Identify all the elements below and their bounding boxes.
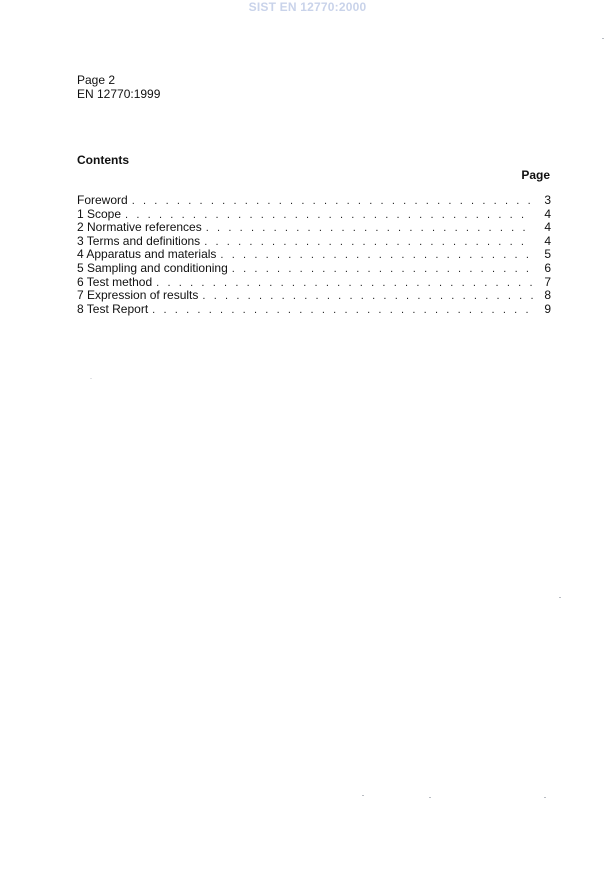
toc-entry-label: 8 Test Report bbox=[77, 301, 149, 316]
contents-heading: Contents bbox=[77, 153, 129, 167]
toc-leader-dots bbox=[204, 236, 533, 250]
toc-entry-label: 6 Test method bbox=[77, 274, 153, 289]
toc-entry-terms-definitions[interactable] bbox=[77, 235, 551, 249]
page-header bbox=[77, 73, 160, 101]
toc-leader-dots bbox=[232, 263, 533, 277]
standard-number: EN 12770:1999 bbox=[77, 87, 161, 101]
toc-entry-test-report[interactable] bbox=[77, 303, 551, 317]
toc-entry-sampling-conditioning[interactable] bbox=[77, 262, 551, 276]
toc-entry-page: 3 bbox=[544, 193, 551, 207]
toc-leader-dots bbox=[206, 222, 533, 236]
toc-entry-foreword[interactable] bbox=[77, 194, 551, 208]
toc-entry-label: 7 Expression of results bbox=[77, 288, 199, 303]
page-number: Page 2 bbox=[77, 73, 116, 87]
toc-leader-dots bbox=[156, 277, 533, 291]
toc-entry-label: 3 Terms and definitions bbox=[77, 233, 201, 248]
page-column-heading: Page bbox=[521, 168, 550, 182]
toc-entry-page: 8 bbox=[544, 288, 551, 303]
toc-leader-dots bbox=[220, 249, 533, 263]
scan-speck bbox=[602, 38, 604, 39]
scan-speck bbox=[90, 378, 92, 379]
toc-entry-label: 1 Scope bbox=[77, 206, 122, 221]
toc-leader-dots bbox=[132, 195, 533, 209]
scan-speck bbox=[362, 795, 364, 796]
toc-entry-label: Foreword bbox=[77, 193, 128, 207]
toc-entry-page: 4 bbox=[544, 206, 551, 221]
toc-leader-dots bbox=[152, 304, 533, 318]
scan-speck bbox=[429, 797, 431, 798]
toc-entry-label: 4 Apparatus and materials bbox=[77, 247, 217, 262]
toc-entry-test-method[interactable] bbox=[77, 276, 551, 290]
toc-entry-normative-references[interactable] bbox=[77, 221, 551, 235]
toc-entry-page: 9 bbox=[544, 301, 551, 316]
toc-leader-dots bbox=[202, 290, 533, 304]
toc-entry-page: 7 bbox=[544, 274, 551, 289]
toc-entry-scope[interactable] bbox=[77, 208, 551, 222]
toc-entry-page: 5 bbox=[544, 247, 551, 262]
toc-entry-label: 2 Normative references bbox=[77, 220, 202, 235]
scan-speck bbox=[559, 597, 561, 598]
toc-entry-label: 5 Sampling and conditioning bbox=[77, 260, 228, 275]
toc-entry-page: 4 bbox=[544, 220, 551, 235]
watermark: SIST EN 12770:2000 bbox=[248, 0, 367, 14]
scan-speck bbox=[544, 797, 546, 798]
toc-entry-apparatus-materials[interactable] bbox=[77, 248, 551, 262]
toc-entry-page: 4 bbox=[544, 233, 551, 248]
table-of-contents bbox=[77, 194, 551, 316]
toc-entry-expression-results[interactable] bbox=[77, 289, 551, 303]
toc-entry-page: 6 bbox=[544, 260, 551, 275]
